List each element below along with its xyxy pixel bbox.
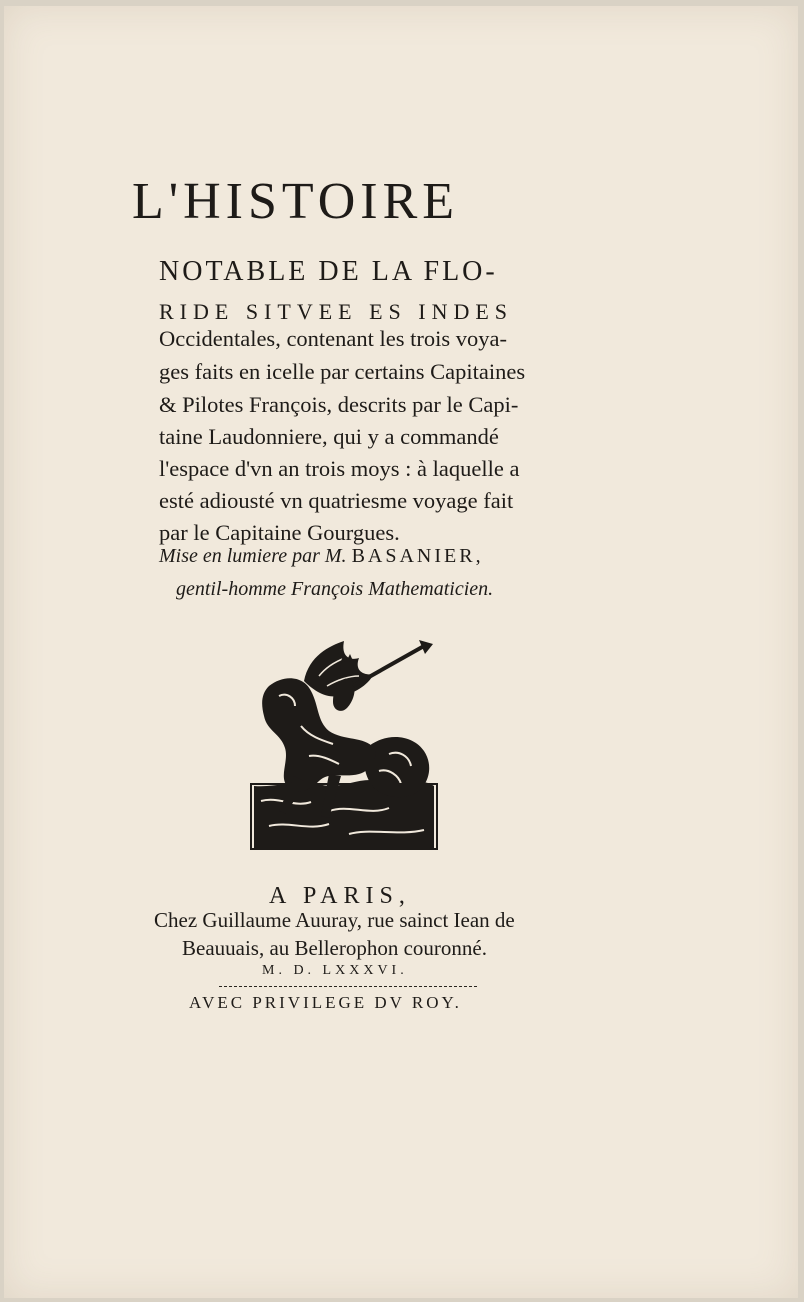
printers-device-bellerophon-woodcut-icon (249, 636, 439, 851)
byline-line-2: gentil-homme François Mathematicien. (176, 578, 494, 600)
title-page (4, 6, 798, 1298)
author-name: BASANIER, (351, 545, 484, 567)
imprint-date: M. D. LXXXVI. (262, 963, 408, 978)
body-line-3: & Pilotes François, descrits par le Capi- (159, 392, 519, 417)
subtitle-line-2: RIDE SITVEE ES INDES (159, 299, 514, 324)
privilege-line: AVEC PRIVILEGE DV ROY. (189, 993, 462, 1012)
byline-prefix: Mise en lumiere par M. (159, 545, 347, 567)
body-line-1: Occidentales, contenant les trois voya- (159, 326, 508, 351)
book-title: L'HISTOIRE (132, 173, 460, 230)
body-line-4: taine Laudonniere, qui y a commandé (159, 424, 499, 449)
imprint-line-1: Chez Guillaume Auuray, rue sainct Iean de (154, 908, 515, 932)
body-line-2: ges faits en icelle par certains Capitaines (159, 359, 526, 384)
byline-line-1 (159, 546, 484, 566)
subtitle-line-1: NOTABLE DE LA FLO- (159, 256, 498, 287)
body-line-6: esté adiousté vn quatriesme voyage fait (159, 488, 514, 513)
body-line-5: l'espace d'vn an trois moys : à laquelle a (159, 456, 520, 481)
imprint-city: A PARIS, (269, 883, 411, 909)
imprint-line-2: Beauuais, au Bellerophon couronné. (182, 936, 487, 960)
body-line-7: par le Capitaine Gourgues. (159, 520, 400, 545)
divider-rule (219, 986, 477, 987)
